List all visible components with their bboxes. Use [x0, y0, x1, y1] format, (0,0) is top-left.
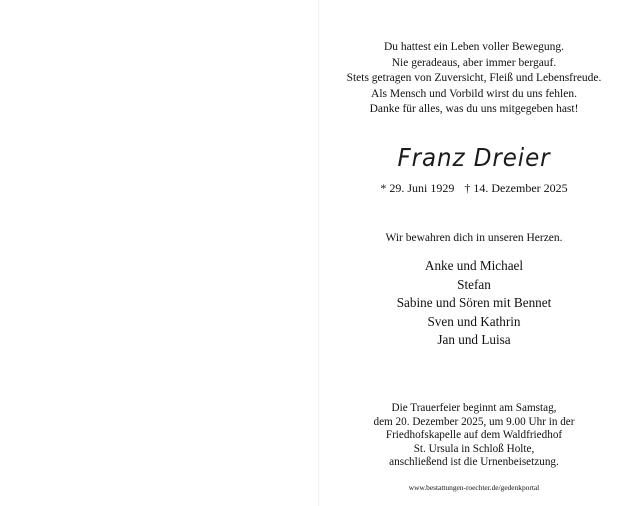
service-line: dem 20. Dezember 2025, um 9.00 Uhr in der — [373, 415, 575, 428]
service-line: anschließend ist die Urnenbeisetzung. — [389, 456, 559, 469]
birth-date: * 29. Juni 1929 — [380, 181, 455, 195]
service-line: St. Ursula in Schloß Holte, — [413, 442, 535, 455]
service-line: Friedhofskapelle auf dem Waldfriedhof — [385, 429, 563, 442]
mourners-list — [318, 257, 630, 350]
mourner-entry: Jan und Luisa — [437, 332, 511, 348]
service-line: Die Trauerfeier beginnt am Samstag, — [391, 402, 557, 414]
verse-line: Danke für alles, was du uns mitgegeben hast! — [369, 103, 579, 116]
mourner-entry: Anke und Michael — [424, 258, 524, 273]
life-dates — [318, 180, 630, 196]
mourner-entry: Sven und Kathrin — [427, 313, 521, 329]
verse-line: Du hattest ein Leben voller Bewegung. — [383, 41, 565, 53]
remembrance-motto: Wir bewahren dich in unseren Herzen. — [385, 232, 563, 244]
death-date: † 14. Dezember 2025 — [464, 181, 568, 195]
mourner-entry: Stefan — [457, 276, 491, 292]
funeral-service-info — [318, 402, 630, 470]
deceased-name: Franz Dreier — [397, 143, 551, 172]
memorial-verse — [318, 40, 630, 118]
verse-line: Nie geradeaus, aber immer bergauf. — [391, 56, 557, 69]
memorial-portal-url: www.bestattungen-roechter.de/gedenkportal — [408, 483, 540, 492]
verse-line: Stets getragen von Zuversicht, Fleiß und Lebensfreude. — [346, 72, 602, 85]
mourner-entry: Sabine und Sören mit Bennet — [396, 295, 552, 311]
verse-line: Als Mensch und Vorbild wirst du uns fehlen. — [371, 87, 577, 100]
